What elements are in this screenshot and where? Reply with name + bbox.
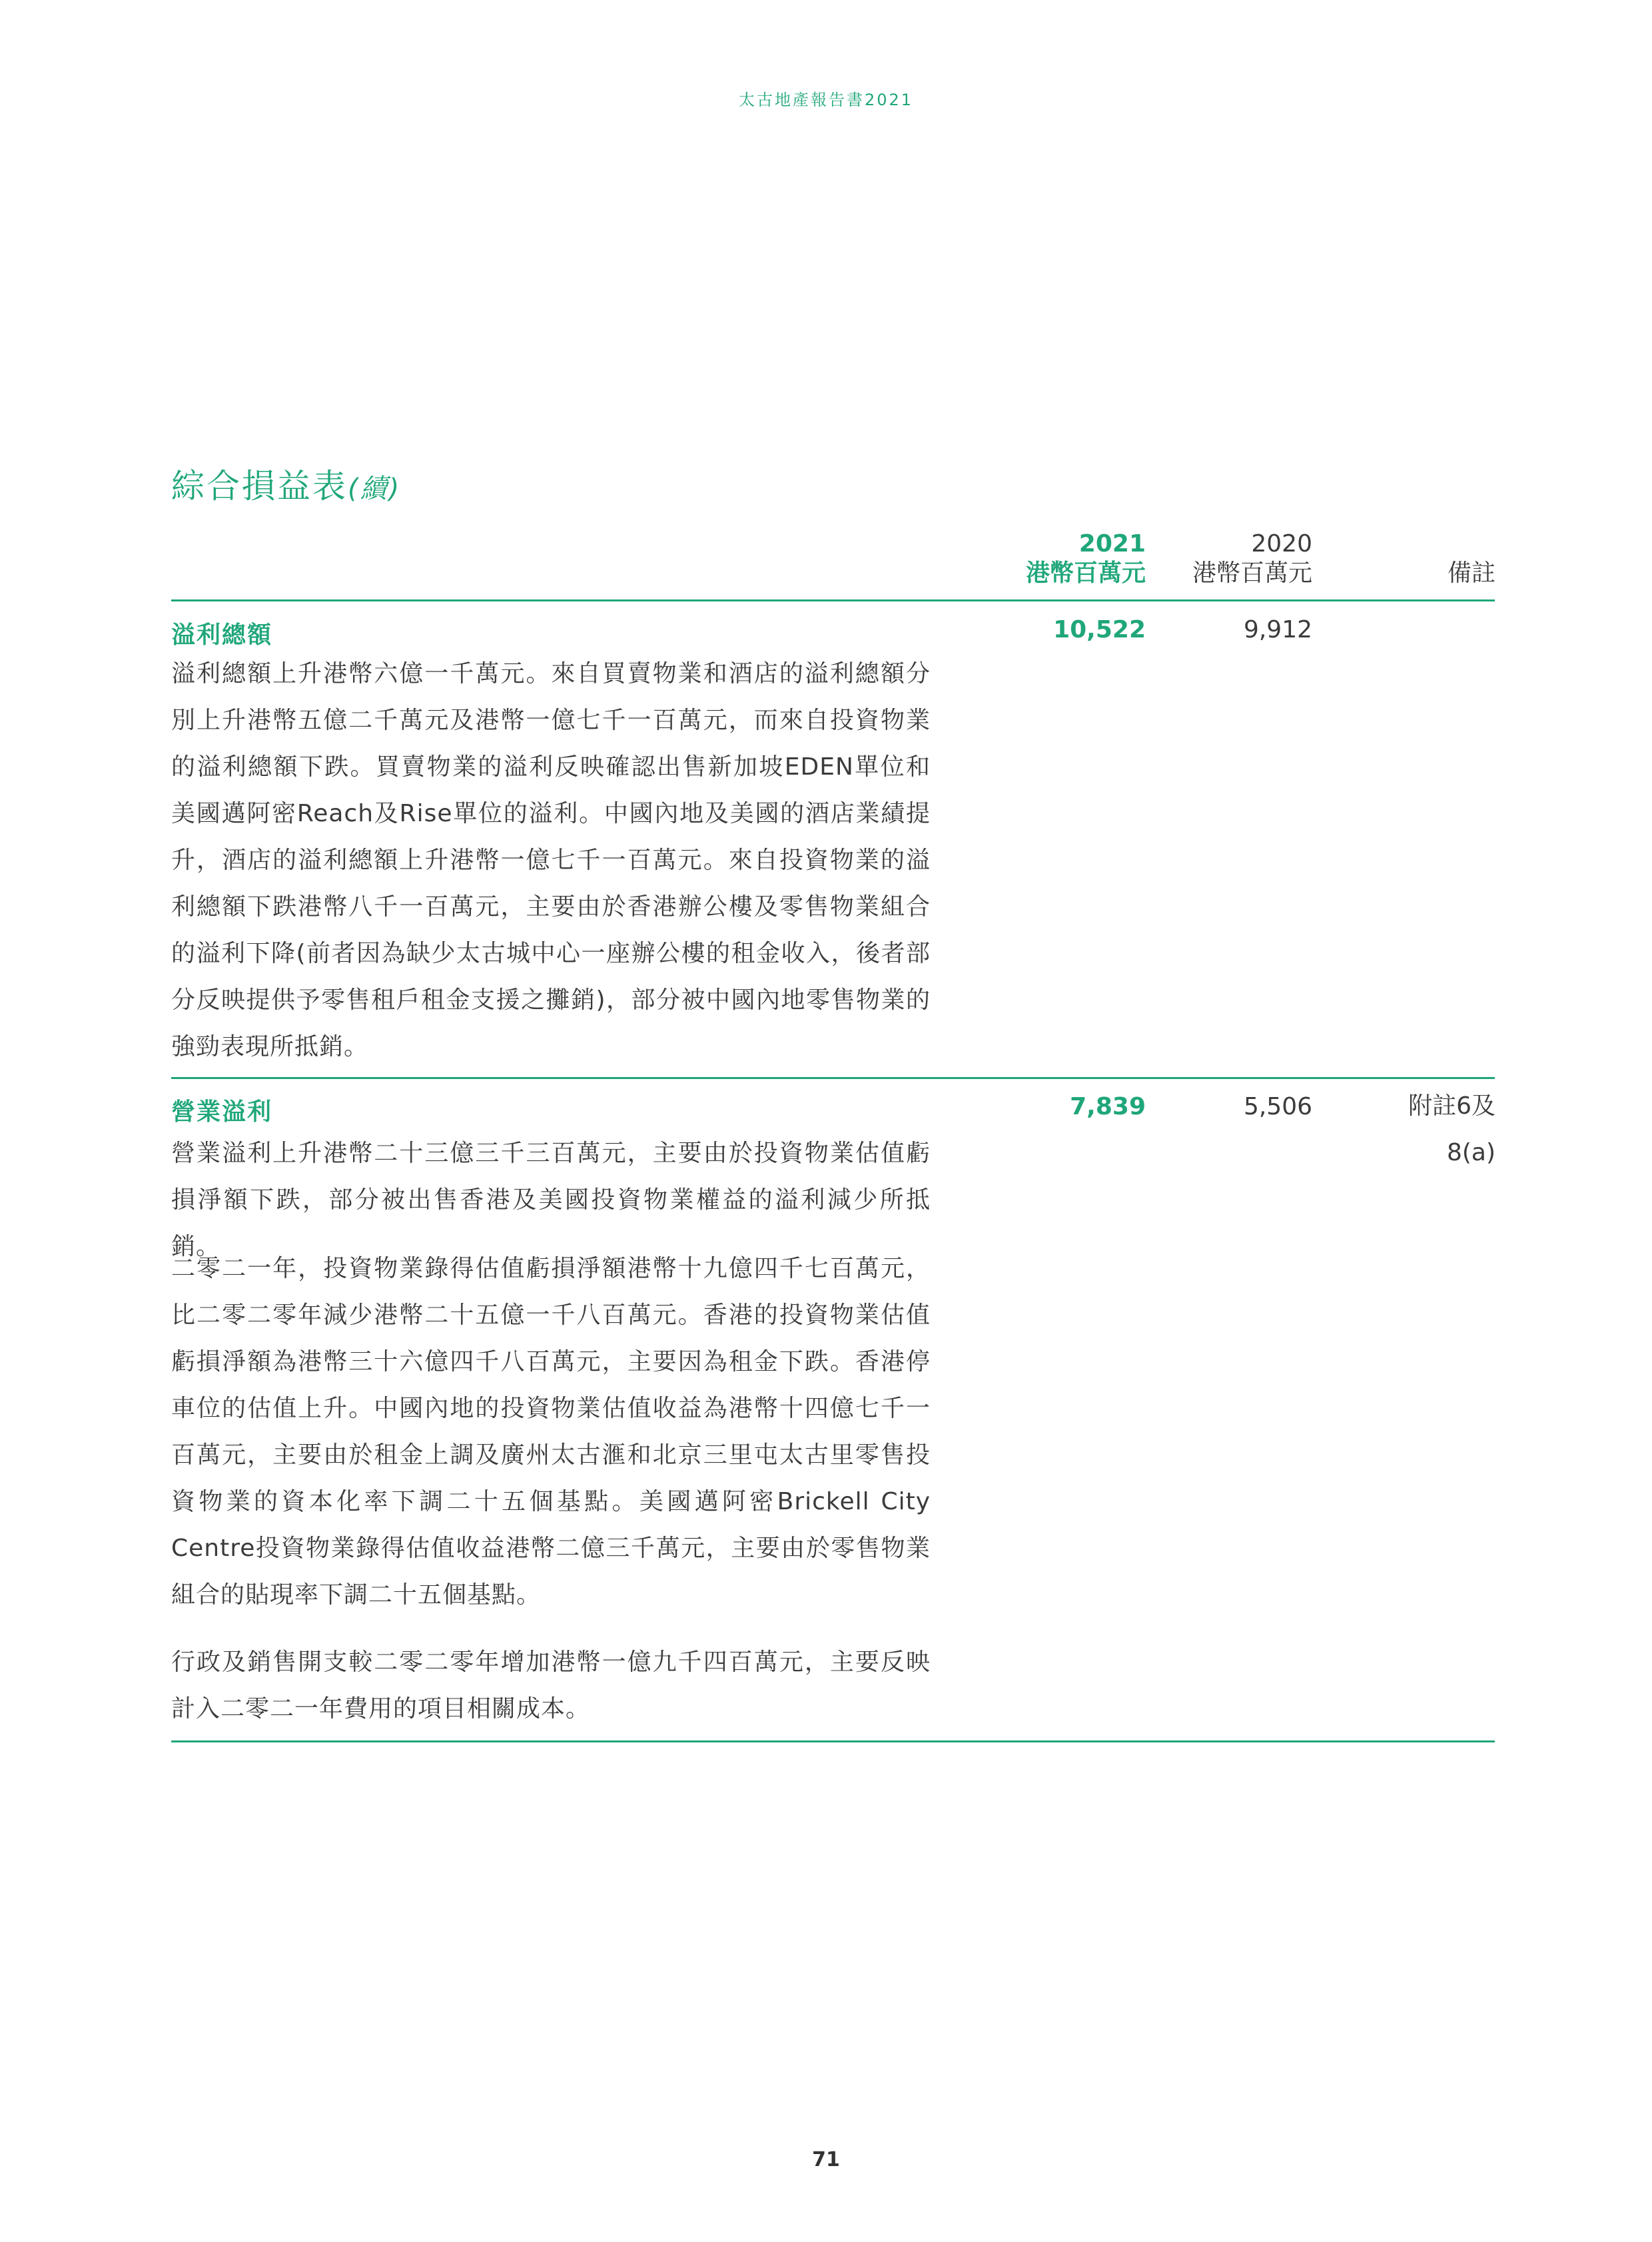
column-header-2020-year: 2020	[1251, 530, 1312, 558]
operating-profit-commentary-3: 行政及銷售開支較二零二零年增加港幣一億九千四百萬元，主要反映計入二零二一年費用的項目相關成本。	[171, 1649, 931, 1722]
total-profit-2020-value: 9,912	[1243, 616, 1312, 643]
row-divider	[171, 1077, 1495, 1079]
column-header-2021-year: 2021	[1078, 530, 1146, 558]
section-title	[171, 460, 401, 508]
row-label-total-profit: 溢利總額	[171, 621, 273, 649]
running-header: 太古地產報告書2021	[738, 91, 914, 109]
column-header-notes-label: 備註	[1447, 560, 1495, 587]
operating-profit-note: 附註6及8(a)	[1408, 1092, 1495, 1166]
header-divider	[171, 599, 1495, 601]
row-label-operating-profit: 營業溢利	[171, 1098, 273, 1126]
column-header-2020	[1166, 530, 1312, 588]
column-header-2021-unit: 港幣百萬元	[1025, 560, 1146, 587]
column-header-2021	[999, 530, 1146, 588]
section-title-text: 綜合損益表	[171, 467, 348, 506]
operating-profit-2020-value: 5,506	[1243, 1093, 1312, 1120]
operating-profit-2021-value: 7,839	[1070, 1093, 1146, 1120]
column-header-2020-unit: 港幣百萬元	[1192, 560, 1312, 587]
column-header-notes	[1362, 559, 1495, 588]
total-profit-commentary: 溢利總額上升港幣六億一千萬元。來自買賣物業和酒店的溢利總額分別上升港幣五億二千萬元及港幣一億七千一百萬元，而來自投資物業的溢利總額下跌。買賣物業的溢利反映確認出售新加坡EDEN單位和美國邁阿密Reach及Rise單位的溢利。中國內地及美國的酒店業績提升，酒店的溢利總額上升港幣一億七千一百萬元。來自投資物業的溢利總額下跌港幣八千一百萬元，主要由於香港辦公樓及零售物業組合的溢利下降(前者因為缺少太古城中心一座辦公樓的租金收入，後者部分反映提供予零售租戶租金支援之攤銷)，部分被中國內地零售物業的強勁表現所抵銷。	[171, 660, 931, 1060]
operating-profit-commentary-2: 二零二一年，投資物業錄得估值虧損淨額港幣十九億四千七百萬元，比二零二零年減少港幣二十五億一千八百萬元。香港的投資物業估值虧損淨額為港幣三十六億四千八百萬元，主要因為租金下跌。香港停車位的估值上升。中國內地的投資物業估值收益為港幣十四億七千一百萬元，主要由於租金上調及廣州太古滙和北京三里屯太古里零售投資物業的資本化率下調二十五個基點。美國邁阿密Brickell City Centre投資物業錄得估值收益港幣二億三千萬元，主要由於零售物業組合的貼現率下調二十五個基點。	[171, 1255, 931, 1609]
total-profit-2021-value: 10,522	[1053, 616, 1146, 643]
operating-profit-commentary-1: 營業溢利上升港幣二十三億三千三百萬元，主要由於投資物業估值虧損淨額下跌，部分被出售香港及美國投資物業權益的溢利減少所抵銷。	[171, 1140, 931, 1260]
section-title-continued: (續)	[348, 474, 402, 504]
page-number: 71	[812, 2148, 840, 2171]
table-bottom-divider	[171, 1740, 1495, 1742]
